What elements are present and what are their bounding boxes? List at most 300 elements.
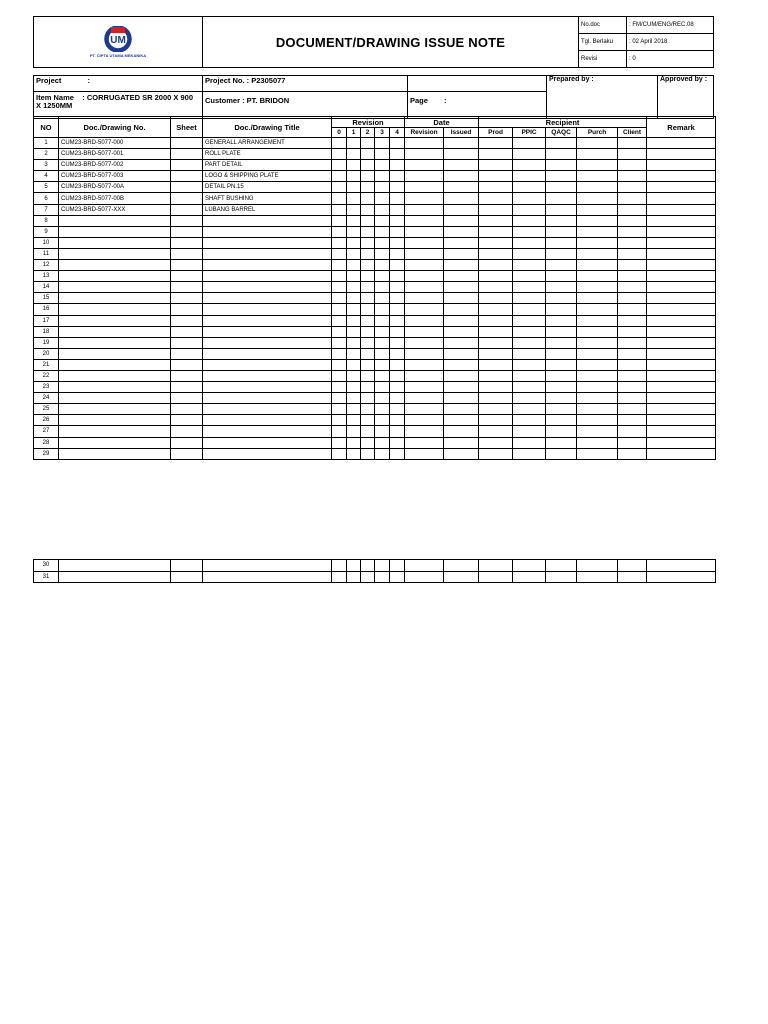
empty-cell: [618, 415, 647, 426]
recipient-qaqc-header: QAQC: [546, 128, 577, 138]
empty-cell: [405, 437, 444, 448]
empty-cell: [546, 237, 577, 248]
empty-cell: [618, 138, 647, 149]
col-title-header: Doc./Drawing Title: [203, 117, 332, 138]
empty-cell: [361, 248, 375, 259]
empty-cell: [390, 404, 405, 415]
empty-cell: [171, 149, 203, 160]
empty-cell: [332, 404, 347, 415]
empty-cell: [546, 149, 577, 160]
empty-cell: [513, 138, 546, 149]
row-number: 9: [34, 226, 59, 237]
row-number: 17: [34, 315, 59, 326]
empty-cell: [347, 248, 361, 259]
empty-cell: [361, 571, 375, 583]
empty-cell: [546, 226, 577, 237]
row-number: 27: [34, 426, 59, 437]
empty-cell: [577, 149, 618, 160]
empty-cell: [546, 437, 577, 448]
item-name-field: [34, 92, 203, 119]
drawing-title: [203, 304, 332, 315]
empty-cell: [479, 426, 513, 437]
empty-cell: [390, 326, 405, 337]
empty-cell: [577, 560, 618, 572]
empty-cell: [479, 271, 513, 282]
table-row: [34, 138, 716, 149]
item-name-cont: X 1250MM: [36, 101, 73, 110]
empty-cell: [171, 248, 203, 259]
row-number: 5: [34, 182, 59, 193]
empty-cell: [444, 215, 479, 226]
empty-cell: [618, 226, 647, 237]
empty-cell: [577, 248, 618, 259]
empty-cell: [479, 448, 513, 459]
empty-cell: [647, 370, 716, 381]
empty-cell: [361, 382, 375, 393]
empty-cell: [618, 426, 647, 437]
empty-cell: [375, 426, 390, 437]
col-date-header: Date: [405, 117, 479, 128]
empty-cell: [513, 426, 546, 437]
empty-cell: [375, 571, 390, 583]
empty-cell: [647, 293, 716, 304]
empty-cell: [332, 204, 347, 215]
rev-2-header: 2: [361, 128, 375, 138]
empty-cell: [405, 304, 444, 315]
empty-cell: [171, 138, 203, 149]
empty-cell: [546, 359, 577, 370]
empty-cell: [513, 248, 546, 259]
empty-cell: [332, 171, 347, 182]
drawing-title: [203, 271, 332, 282]
empty-cell: [618, 315, 647, 326]
empty-cell: [332, 437, 347, 448]
empty-cell: [444, 404, 479, 415]
empty-cell: [361, 348, 375, 359]
empty-cell: [546, 348, 577, 359]
empty-cell: [361, 293, 375, 304]
item-name-label: Item Name: [36, 93, 74, 102]
empty-cell: [375, 260, 390, 271]
drawing-number: [59, 215, 171, 226]
empty-cell: [347, 437, 361, 448]
drawing-number: [59, 260, 171, 271]
empty-cell: [405, 215, 444, 226]
empty-cell: [479, 226, 513, 237]
empty-cell: [405, 571, 444, 583]
empty-cell: [513, 560, 546, 572]
empty-cell: [444, 437, 479, 448]
empty-cell: [375, 348, 390, 359]
date-revision-header: Revision: [405, 128, 444, 138]
empty-cell: [375, 359, 390, 370]
empty-cell: [347, 326, 361, 337]
rev-0-header: 0: [332, 128, 347, 138]
row-number: 13: [34, 271, 59, 282]
empty-cell: [347, 348, 361, 359]
empty-cell: [513, 370, 546, 381]
empty-cell: [332, 448, 347, 459]
empty-cell: [390, 304, 405, 315]
empty-cell: [405, 337, 444, 348]
empty-cell: [546, 282, 577, 293]
empty-cell: [347, 160, 361, 171]
empty-cell: [375, 237, 390, 248]
drawing-number: [59, 571, 171, 583]
empty-cell: [390, 437, 405, 448]
company-name: PT. CIPTA UTAMA MEKANIKA: [89, 53, 147, 58]
empty-cell: [361, 448, 375, 459]
empty-cell: [375, 326, 390, 337]
col-sheet-header: Sheet: [171, 117, 203, 138]
empty-cell: [390, 271, 405, 282]
empty-cell: [546, 215, 577, 226]
empty-cell: [647, 260, 716, 271]
empty-cell: [479, 304, 513, 315]
empty-cell: [444, 171, 479, 182]
empty-cell: [618, 271, 647, 282]
empty-cell: [390, 393, 405, 404]
empty-cell: [375, 171, 390, 182]
empty-cell: [577, 359, 618, 370]
drawing-number: [59, 282, 171, 293]
empty-cell: [361, 138, 375, 149]
empty-cell: [577, 426, 618, 437]
row-number: 10: [34, 237, 59, 248]
table-row: [34, 260, 716, 271]
drawing-title: [203, 560, 332, 572]
empty-cell: [405, 348, 444, 359]
empty-cell: [479, 138, 513, 149]
empty-cell: [618, 337, 647, 348]
meta-value: : 02 April 2018: [627, 34, 714, 51]
empty-cell: [444, 326, 479, 337]
empty-cell: [513, 571, 546, 583]
empty-cell: [332, 182, 347, 193]
empty-cell: [479, 370, 513, 381]
empty-cell: [171, 260, 203, 271]
table-row: [34, 382, 716, 393]
row-number: 7: [34, 204, 59, 215]
drawing-number: [59, 337, 171, 348]
empty-cell: [513, 149, 546, 160]
empty-cell: [361, 171, 375, 182]
empty-cell: [618, 237, 647, 248]
empty-cell: [618, 304, 647, 315]
drawing-list-table-continued: [33, 559, 716, 583]
empty-cell: [171, 393, 203, 404]
row-number: 16: [34, 304, 59, 315]
empty-cell: [647, 182, 716, 193]
empty-cell: [647, 382, 716, 393]
empty-cell: [347, 193, 361, 204]
empty-cell: [171, 171, 203, 182]
empty-cell: [375, 204, 390, 215]
empty-cell: [332, 248, 347, 259]
empty-cell: [513, 359, 546, 370]
empty-cell: [546, 560, 577, 572]
empty-cell: [332, 370, 347, 381]
empty-cell: [577, 282, 618, 293]
drawing-number: [59, 271, 171, 282]
empty-cell: [513, 271, 546, 282]
empty-cell: [171, 182, 203, 193]
empty-cell: [444, 415, 479, 426]
row-number: 25: [34, 404, 59, 415]
empty-cell: [390, 348, 405, 359]
empty-cell: [479, 248, 513, 259]
empty-cell: [375, 448, 390, 459]
empty-cell: [171, 304, 203, 315]
table-row: [34, 237, 716, 248]
empty-cell: [390, 226, 405, 237]
drawing-number: [59, 448, 171, 459]
empty-cell: [390, 571, 405, 583]
empty-cell: [171, 226, 203, 237]
empty-cell: [405, 138, 444, 149]
empty-cell: [647, 348, 716, 359]
drawing-title: LOGO & SHIPPING PLATE: [203, 171, 332, 182]
empty-cell: [647, 304, 716, 315]
row-number: 23: [34, 382, 59, 393]
empty-cell: [444, 571, 479, 583]
drawing-title: [203, 426, 332, 437]
empty-cell: [405, 149, 444, 160]
empty-cell: [390, 293, 405, 304]
empty-cell: [444, 138, 479, 149]
empty-cell: [332, 260, 347, 271]
empty-cell: [171, 370, 203, 381]
empty-cell: [546, 304, 577, 315]
empty-cell: [546, 337, 577, 348]
empty-cell: [513, 326, 546, 337]
empty-cell: [513, 315, 546, 326]
empty-cell: [171, 271, 203, 282]
rev-4-header: 4: [390, 128, 405, 138]
drawing-number: [59, 315, 171, 326]
empty-cell: [479, 149, 513, 160]
empty-cell: [647, 193, 716, 204]
drawing-title: [203, 215, 332, 226]
drawing-title: [203, 348, 332, 359]
table-row: [34, 271, 716, 282]
empty-cell: [361, 149, 375, 160]
empty-cell: [577, 404, 618, 415]
empty-cell: [647, 315, 716, 326]
empty-cell: [513, 215, 546, 226]
empty-cell: [390, 138, 405, 149]
drawing-title: [203, 448, 332, 459]
empty-cell: [513, 160, 546, 171]
empty-cell: [332, 315, 347, 326]
empty-cell: [479, 293, 513, 304]
empty-cell: [361, 315, 375, 326]
prepared-by: Prepared by :: [547, 76, 658, 119]
empty-cell: [577, 393, 618, 404]
empty-cell: [577, 237, 618, 248]
empty-cell: [405, 182, 444, 193]
empty-cell: [390, 237, 405, 248]
drawing-number: CUM23-BRD-5077-000: [59, 138, 171, 149]
empty-cell: [390, 448, 405, 459]
table-row: [34, 337, 716, 348]
row-number: 3: [34, 160, 59, 171]
project-label: Project: [36, 76, 62, 85]
empty-cell: [171, 282, 203, 293]
empty-cell: [513, 448, 546, 459]
empty-cell: [647, 215, 716, 226]
empty-cell: [375, 393, 390, 404]
empty-cell: [361, 437, 375, 448]
empty-cell: [332, 304, 347, 315]
meta-label: Tgl. Berlaku: [579, 34, 627, 51]
empty-cell: [171, 326, 203, 337]
empty-cell: [375, 293, 390, 304]
empty-cell: [479, 437, 513, 448]
empty-cell: [375, 271, 390, 282]
empty-cell: [405, 415, 444, 426]
page-field: [408, 92, 547, 119]
drawing-title: [203, 393, 332, 404]
empty-cell: [647, 226, 716, 237]
empty-cell: [647, 138, 716, 149]
drawing-title: [203, 571, 332, 583]
empty-cell: [171, 359, 203, 370]
empty-cell: [546, 193, 577, 204]
recipient-purch-header: Purch: [577, 128, 618, 138]
empty-cell: [361, 226, 375, 237]
row-number: 20: [34, 348, 59, 359]
drawing-number: [59, 404, 171, 415]
drawing-title: LUBANG BARREL: [203, 204, 332, 215]
empty-cell: [546, 160, 577, 171]
drawing-title: [203, 382, 332, 393]
logo-cell: [34, 17, 203, 68]
company-logo: [34, 26, 202, 58]
table-row: [34, 282, 716, 293]
empty-cell: [513, 415, 546, 426]
col-remark-header: Remark: [647, 117, 716, 138]
empty-cell: [171, 560, 203, 572]
empty-cell: [647, 437, 716, 448]
empty-cell: [546, 571, 577, 583]
table-row: [34, 370, 716, 381]
empty-cell: [390, 182, 405, 193]
table-row: [34, 204, 716, 215]
empty-cell: [347, 448, 361, 459]
empty-cell: [444, 182, 479, 193]
empty-cell: [171, 404, 203, 415]
empty-cell: [347, 171, 361, 182]
empty-cell: [332, 282, 347, 293]
empty-cell: [390, 260, 405, 271]
page-label: Page: [410, 96, 428, 105]
empty-cell: [479, 260, 513, 271]
empty-cell: [171, 193, 203, 204]
empty-cell: [618, 382, 647, 393]
empty-cell: [444, 226, 479, 237]
empty-cell: [577, 138, 618, 149]
empty-cell: [647, 393, 716, 404]
empty-cell: [361, 237, 375, 248]
date-issued-header: Issued: [444, 128, 479, 138]
empty-cell: [405, 293, 444, 304]
empty-cell: [405, 560, 444, 572]
empty-cell: [618, 160, 647, 171]
empty-cell: [347, 271, 361, 282]
meta-label: Revisi: [579, 51, 627, 68]
drawing-title: [203, 315, 332, 326]
empty-cell: [375, 370, 390, 381]
col-doc-no-header: Doc./Drawing No.: [59, 117, 171, 138]
empty-cell: [347, 226, 361, 237]
table-row: [34, 571, 716, 583]
drawing-number: [59, 437, 171, 448]
empty-cell: [361, 326, 375, 337]
drawing-number: [59, 248, 171, 259]
empty-cell: [347, 359, 361, 370]
table-row: [34, 437, 716, 448]
empty-cell: [375, 248, 390, 259]
empty-cell: [577, 337, 618, 348]
col-recipient-header: Recipient: [479, 117, 647, 128]
table-row: [34, 393, 716, 404]
empty-cell: [171, 348, 203, 359]
empty-cell: [361, 182, 375, 193]
empty-cell: [577, 293, 618, 304]
empty-cell: [513, 404, 546, 415]
empty-cell: [171, 237, 203, 248]
drawing-number: [59, 560, 171, 572]
document-title: DOCUMENT/DRAWING ISSUE NOTE: [203, 17, 579, 68]
empty-cell: [444, 204, 479, 215]
drawing-number: [59, 348, 171, 359]
empty-cell: [618, 393, 647, 404]
empty-cell: [171, 571, 203, 583]
empty-cell: [444, 271, 479, 282]
empty-cell: [479, 282, 513, 293]
project-no: Project No. : P2305077: [203, 76, 408, 92]
drawing-title: SHAFT BUSHING: [203, 193, 332, 204]
empty-cell: [546, 393, 577, 404]
empty-cell: [577, 315, 618, 326]
row-number: 21: [34, 359, 59, 370]
empty-cell: [375, 282, 390, 293]
empty-cell: [171, 315, 203, 326]
row-number: 6: [34, 193, 59, 204]
col-no-header: NO: [34, 117, 59, 138]
empty-cell: [375, 337, 390, 348]
empty-cell: [444, 149, 479, 160]
form-header: [33, 16, 714, 68]
empty-cell: [171, 204, 203, 215]
drawing-title: [203, 370, 332, 381]
empty-cell: [577, 160, 618, 171]
empty-cell: [444, 260, 479, 271]
cum-logo-icon: [101, 26, 135, 52]
empty-cell: [577, 370, 618, 381]
row-number: 31: [34, 571, 59, 583]
empty-cell: [577, 182, 618, 193]
drawing-number: [59, 415, 171, 426]
drawing-title: [203, 237, 332, 248]
empty-cell: [347, 415, 361, 426]
table-row: [34, 359, 716, 370]
table-row: [34, 171, 716, 182]
drawing-title: PART DETAIL: [203, 160, 332, 171]
empty-cell: [375, 304, 390, 315]
meta-value: : FM/CUM/ENG/REC.08: [627, 17, 714, 34]
